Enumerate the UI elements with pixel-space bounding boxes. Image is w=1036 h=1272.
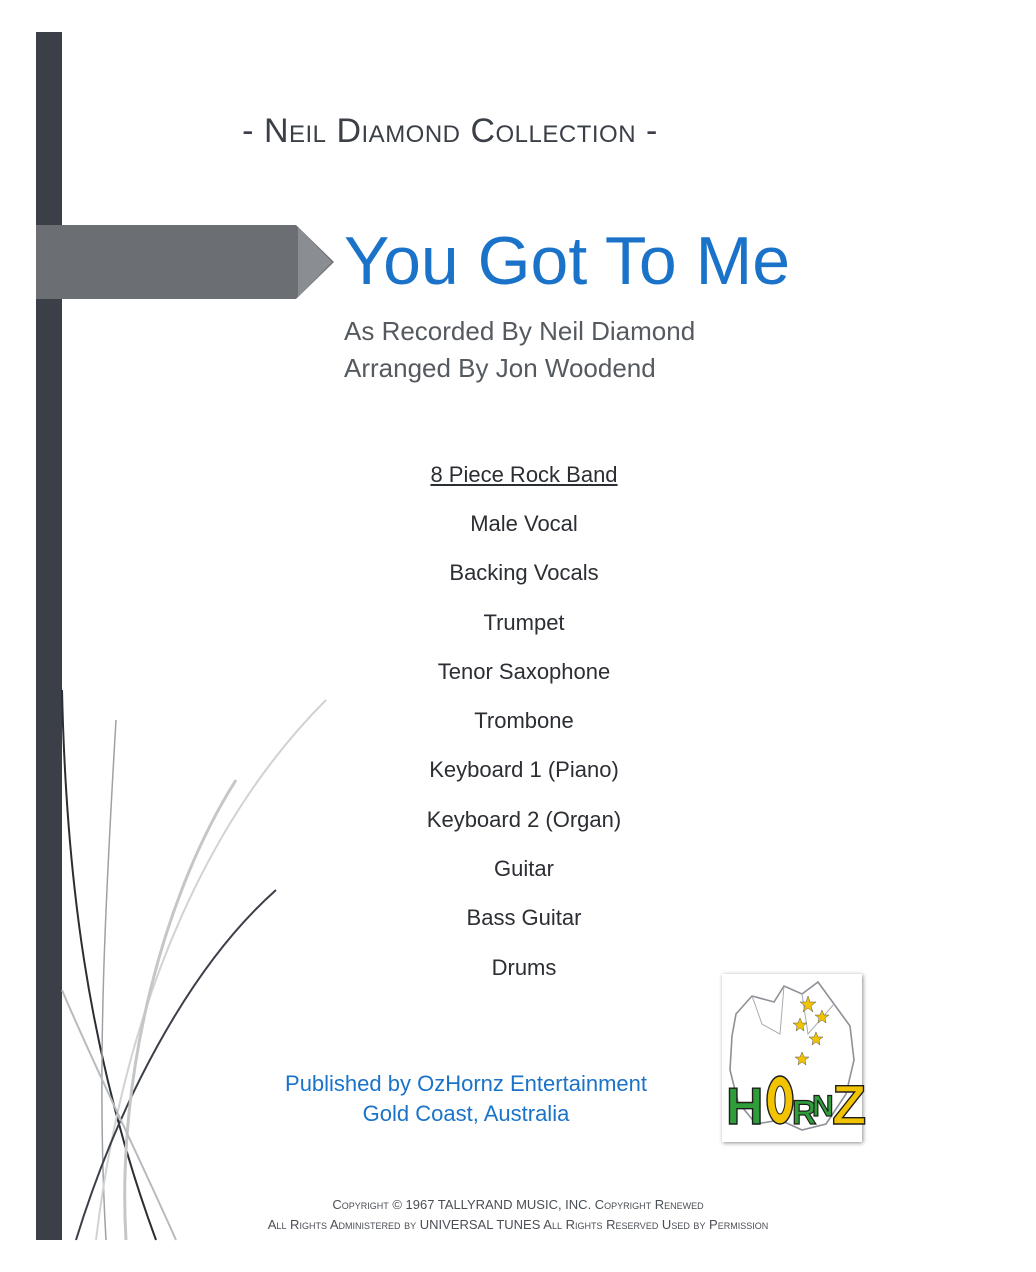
- instrument-item: Keyboard 2 (Organ): [426, 806, 622, 832]
- instrument-item: Keyboard 1 (Piano): [429, 757, 619, 783]
- rights-line: All Rights Administered by UNIVERSAL TUNES All Rights Reserved Used by Permission: [267, 1217, 769, 1232]
- decorative-swooshes: [36, 690, 336, 1240]
- recorded-by: As Recorded By Neil Diamond: [344, 316, 696, 346]
- publisher-name: Published by OzHornz Entertainment: [285, 1071, 647, 1096]
- svg-text:Z: Z: [832, 1073, 867, 1136]
- instrument-item: Trumpet: [483, 609, 565, 635]
- svg-text:R: R: [792, 1094, 817, 1132]
- ozhornz-logo-icon: [722, 974, 867, 1142]
- instrument-item: Backing Vocals: [449, 560, 599, 586]
- ensemble-heading: 8 Piece Rock Band: [430, 462, 618, 487]
- instrument-item: Bass Guitar: [466, 905, 582, 931]
- instrument-item: Tenor Saxophone: [437, 658, 611, 684]
- instrument-item: Drums: [491, 954, 557, 980]
- copyright-line: Copyright © 1967 TALLYRAND MUSIC, INC. Copyright Renewed: [332, 1197, 704, 1212]
- instrument-list: [314, 511, 734, 1004]
- instrument-item: Male Vocal: [470, 511, 578, 536]
- collection-title: - Neil Diamond Collection -: [242, 112, 658, 150]
- svg-text:H: H: [726, 1078, 764, 1136]
- publisher-location: Gold Coast, Australia: [362, 1101, 570, 1126]
- arrow-banner: [36, 225, 336, 299]
- arranged-by: Arranged By Jon Woodend: [344, 353, 656, 383]
- svg-text:N: N: [812, 1090, 834, 1123]
- song-title: You Got To Me: [344, 223, 791, 299]
- instrument-item: Trombone: [474, 708, 574, 734]
- instrument-item: Guitar: [494, 856, 554, 882]
